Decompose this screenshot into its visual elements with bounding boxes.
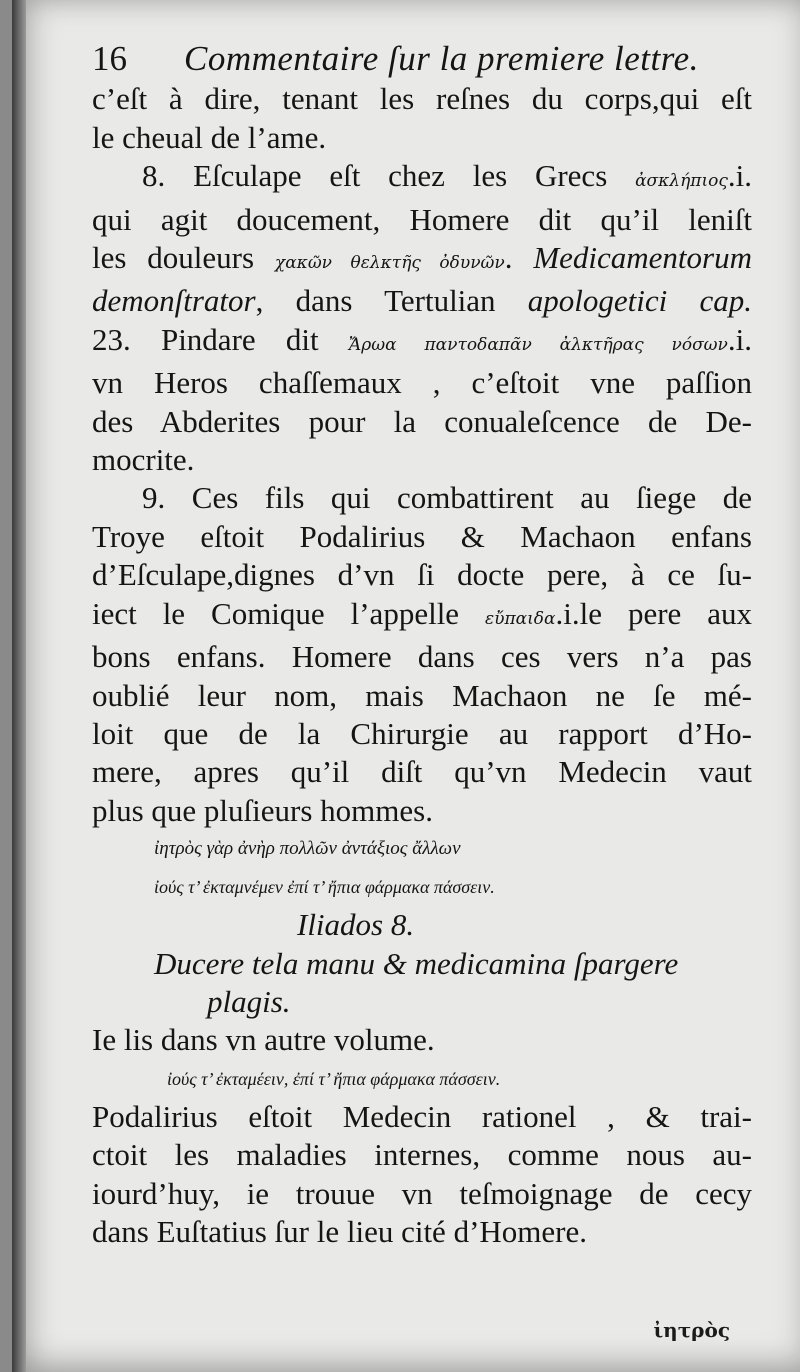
text-line: mere, apres qu’il diſt qu’vn Medecin vaut [92, 754, 752, 790]
text-line: Troye eſtoit Podalirius & Machaon enfans [92, 518, 752, 554]
text-line: demonſtrator, dans Tertulian apologetici cap. [92, 283, 752, 319]
text-line: vn Heros chaſſemaux , c’eſtoit vne paſſion [92, 365, 752, 401]
text-line: plus que pluſieurs hommes. [92, 792, 433, 828]
text-line: ctoit les maladies internes, comme nous au- [92, 1137, 752, 1173]
page-number: 16 [92, 39, 127, 78]
text-line: 9. Ces fils qui combattirent au ſiege de [142, 480, 752, 516]
latin-quote: Ducere tela manu & medicamina ſpargere [154, 945, 679, 981]
text-line: dans Euſtatius ſur le lieu cité d’Homere. [92, 1213, 587, 1249]
greek-verse: ἰούς τ’ ἐκταμέειν, ἐπί τ’ ἤπια φάρμακα πάσσειν. [167, 1068, 501, 1089]
greek-term: ἀσκλήπιος [635, 171, 728, 192]
page-header [92, 40, 752, 78]
text-line: c’eſt à dire, tenant les reſnes du corps,qui eſt [92, 81, 752, 117]
text-line: mocrite. [92, 442, 195, 478]
text-line: iect le Comique l’appelle εὔπαιδα.i.le pere aux [92, 595, 752, 631]
text-line: le cheual de l’ame. [92, 119, 327, 155]
citation: Iliados 8. [297, 907, 415, 943]
text-line: les douleurs χακῶν θελκτῆς ὀδυνῶν. Medicamentorum [92, 240, 752, 276]
book-page [12, 0, 800, 1372]
page-gutter-shadow [12, 0, 26, 1372]
text-line: d’Eſculape,dignes d’vn ſi docte pere, à ce ſu- [92, 557, 752, 593]
text-line: loit que de la Chirurgie au rapport d’Ho- [92, 715, 752, 751]
text-line: 8. Eſculape eſt chez les Grecs ἀσκλήπιος.i. [142, 158, 752, 194]
greek-term: χακῶν θελκτῆς ὀδυνῶν [274, 253, 505, 274]
running-head: Commentaire ſur la premiere lettre. [184, 39, 699, 78]
text-line: iourd’huy, ie trouue vn teſmoignage de cecy [92, 1175, 752, 1211]
greek-term: Ἄρωα παντοδαπᾶν ἀλκτῆρας νόσων [348, 334, 728, 355]
text-line: oublié leur nom, mais Machaon ne ſe mé- [92, 677, 752, 713]
text-line: bons enfans. Homere dans ces vers n’a pas [92, 639, 752, 675]
text-line: Ie lis dans vn autre volume. [92, 1022, 435, 1058]
greek-verse: ἰούς τ’ ἐκταμνέμεν ἐπί τ’ ἤπια φάρμακα πάσσειν. [154, 877, 495, 898]
text-line: 23. Pindare dit Ἄρωα παντοδαπᾶν ἀλκτῆρας νόσων.i. [92, 321, 753, 357]
catchword: ἰητρὸς [653, 1318, 730, 1342]
page-text [92, 40, 752, 1251]
greek-verse: ἰητρὸς γὰρ ἀνὴρ πολλῶν ἀντάξιος ἄλλων [154, 838, 461, 860]
text-line: qui agit doucement, Homere dit qu’il leniſt [92, 201, 752, 237]
text-line: Podalirius eſtoit Medecin rationel , & trai- [92, 1098, 752, 1134]
text-line: des Abderites pour la conualeſcence de De- [92, 403, 752, 439]
latin-quote: plagis. [207, 983, 291, 1019]
greek-term: εὔπαιδα [485, 608, 556, 629]
